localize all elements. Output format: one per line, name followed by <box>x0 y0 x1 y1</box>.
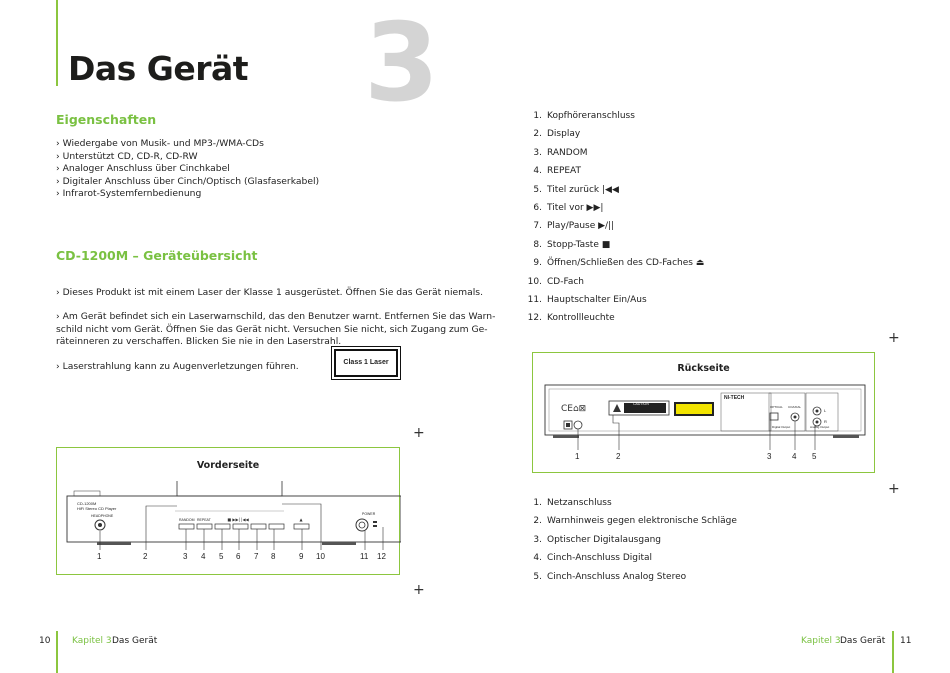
rear-coaxial-label: COAXIAL <box>788 405 802 409</box>
list-number: 2. <box>533 129 542 140</box>
rear-callout-4: 4 <box>792 452 797 461</box>
front-device-model: CD-1200M <box>77 501 97 506</box>
page-title: Das Gerät <box>68 49 249 88</box>
crop-mark: + <box>413 582 425 598</box>
footer-section-right: Das Gerät <box>840 636 886 646</box>
crop-mark: + <box>888 481 900 497</box>
callout-10: 10 <box>316 552 325 561</box>
paragraph-line: schild nicht vom Gerät. Öffnen Sie das Gerät nicht. Versuchen Sie nicht, sich Zugang zum Ge- <box>56 323 488 335</box>
rear-callout-2: 2 <box>616 452 621 461</box>
rear-digital-output-label: Digital Output <box>772 425 791 429</box>
list-text: CD-Fach <box>547 276 584 287</box>
list-item <box>532 221 792 235</box>
list-item <box>532 258 792 272</box>
rear-r-label: R <box>824 419 827 424</box>
crop-mark: + <box>888 330 900 346</box>
list-number: 8. <box>533 239 542 250</box>
front-power-label: POWER <box>362 512 376 516</box>
callout-12: 12 <box>377 552 386 561</box>
list-text: Öffnen/Schließen des CD-Faches ⏏ <box>547 258 705 269</box>
list-text: RANDOM <box>547 147 588 158</box>
paragraph-eye-injury: › Laserstrahlung kann zu Augenverletzungen führen. <box>56 361 299 372</box>
callout-2: 2 <box>143 552 148 561</box>
footer-accent-line-right <box>892 631 894 673</box>
list-item <box>532 516 792 530</box>
back-view-box <box>532 352 875 473</box>
feature-item: › Digitaler Anschluss über Cinch/Optisch (Glasfaserkabel) <box>56 175 320 187</box>
list-number: 7. <box>533 221 542 232</box>
list-text: Stopp-Taste ■ <box>547 239 611 250</box>
callout-4: 4 <box>201 552 206 561</box>
chapter-number: 3 <box>364 1 440 126</box>
page-number-right: 11 <box>900 636 912 646</box>
front-repeat-label: REPEAT <box>197 518 211 522</box>
features-list <box>56 138 319 201</box>
callout-11: 11 <box>360 552 369 561</box>
list-number: 2. <box>533 516 542 527</box>
list-text: Titel vor ▶▶| <box>547 203 604 213</box>
list-number: 4. <box>533 553 542 564</box>
paragraph-line: › Am Gerät befindet sich ein Laserwarnschild, das den Benutzer warnt. Entfernen Sie das Warn- <box>56 311 496 322</box>
list-text: Cinch-Anschluss Analog Stereo <box>547 571 687 582</box>
back-view-title: Rückseite <box>677 363 730 374</box>
list-number: 5. <box>533 571 542 582</box>
callout-6: 6 <box>236 552 241 561</box>
paragraph-warning <box>56 311 495 349</box>
page-number-left: 10 <box>39 636 51 646</box>
rear-brand-label: NI-TECH <box>724 395 745 401</box>
callout-1: 1 <box>97 552 102 561</box>
front-view-title: Vorderseite <box>196 460 260 471</box>
callout-9: 9 <box>299 552 304 561</box>
list-item <box>527 295 792 309</box>
feature-item: › Wiedergabe von Musik- und MP3-/WMA-CDs <box>56 138 264 149</box>
overview-heading: CD-1200M – Geräteübersicht <box>56 248 258 263</box>
list-text: Optischer Digitalausgang <box>547 534 662 545</box>
rear-optical-label: OPTICAL <box>770 405 783 409</box>
list-item <box>532 111 792 125</box>
front-view-box <box>56 447 400 575</box>
rear-l-label: L <box>824 408 827 413</box>
list-item <box>527 276 792 291</box>
list-item <box>532 535 792 549</box>
list-number: 5. <box>533 184 542 195</box>
list-number: 4. <box>533 166 542 177</box>
list-number: 11. <box>527 295 542 305</box>
list-number: 1. <box>533 498 542 508</box>
list-item <box>532 203 792 217</box>
list-number: 9. <box>533 258 542 269</box>
footer-chapter-right: Kapitel 3 <box>801 636 841 646</box>
callout-7: 7 <box>254 552 259 561</box>
rear-callout-3: 3 <box>767 452 772 461</box>
list-item <box>532 498 792 512</box>
list-number: 3. <box>533 534 542 545</box>
front-headphone-label: HEADPHONE <box>91 514 114 518</box>
list-item <box>527 313 792 327</box>
rear-analog-output-label: Analog Output <box>810 425 830 429</box>
rear-callout-1: 1 <box>575 452 580 461</box>
front-random-label: RANDOM <box>179 518 195 522</box>
list-item <box>532 148 792 162</box>
list-item <box>532 240 792 254</box>
list-item <box>532 553 792 567</box>
footer-section-left: Das Gerät <box>112 636 158 646</box>
list-item <box>532 185 792 199</box>
feature-item: › Analoger Anschluss über Cinchkabel <box>56 163 230 175</box>
svg-text:CE⌂⊠: CE⌂⊠ <box>561 404 587 414</box>
list-number: 3. <box>533 147 542 158</box>
title-accent-line <box>56 0 58 86</box>
rear-panel-diagram <box>533 353 876 474</box>
list-text: Kopfhöreranschluss <box>547 111 635 121</box>
rear-parts-list <box>532 498 832 588</box>
features-heading: Eigenschaften <box>56 112 157 127</box>
feature-item: › Unterstützt CD, CD-R, CD-RW <box>56 150 198 162</box>
feature-item: › Infrarot-Systemfernbedienung <box>56 188 202 200</box>
list-number: 6. <box>533 203 542 213</box>
front-parts-list <box>527 111 832 331</box>
list-text: Hauptschalter Ein/Aus <box>547 295 647 305</box>
list-item <box>532 129 792 143</box>
list-text: REPEAT <box>547 166 582 177</box>
footer-chapter-left: Kapitel 3 <box>72 636 112 646</box>
callout-3: 3 <box>183 552 188 561</box>
callout-5: 5 <box>219 552 224 561</box>
paragraph-line: räteinneren zu verschaffen. Blicken Sie nie in den Laserstrahl. <box>56 336 342 348</box>
list-text: Netzanschluss <box>547 498 612 508</box>
laser-class-label: Class 1 Laser <box>334 349 398 377</box>
rear-caution-label: CAUTION <box>633 402 649 406</box>
list-item <box>532 166 792 180</box>
front-panel-diagram <box>57 448 401 576</box>
list-number: 1. <box>533 111 542 121</box>
list-text: Titel zurück |◀◀ <box>547 184 619 195</box>
paragraph-laser-class: › Dieses Produkt ist mit einem Laser der Klasse 1 ausgerüstet. Öffnen Sie das Gerät niemals. <box>56 287 484 298</box>
list-text: Cinch-Anschluss Digital <box>547 553 653 564</box>
svg-text:■ ▶▶| |◀◀: ■ ▶▶| |◀◀ <box>227 517 249 522</box>
front-device-subtitle: HiFi Stereo CD Player <box>77 506 117 511</box>
list-number: 12. <box>527 313 542 324</box>
rear-callout-5: 5 <box>812 452 817 461</box>
list-number: 10. <box>527 276 542 287</box>
callout-8: 8 <box>271 552 276 561</box>
list-item <box>532 572 792 586</box>
svg-text:▲: ▲ <box>299 517 303 522</box>
crop-mark: + <box>413 425 425 441</box>
list-text: Play/Pause ▶/|| <box>547 221 615 232</box>
list-text: Warnhinweis gegen elektronische Schläge <box>547 516 737 527</box>
list-text: Display <box>547 129 581 140</box>
footer-accent-line-left <box>56 631 58 673</box>
list-text: Kontrollleuchte <box>547 313 615 324</box>
